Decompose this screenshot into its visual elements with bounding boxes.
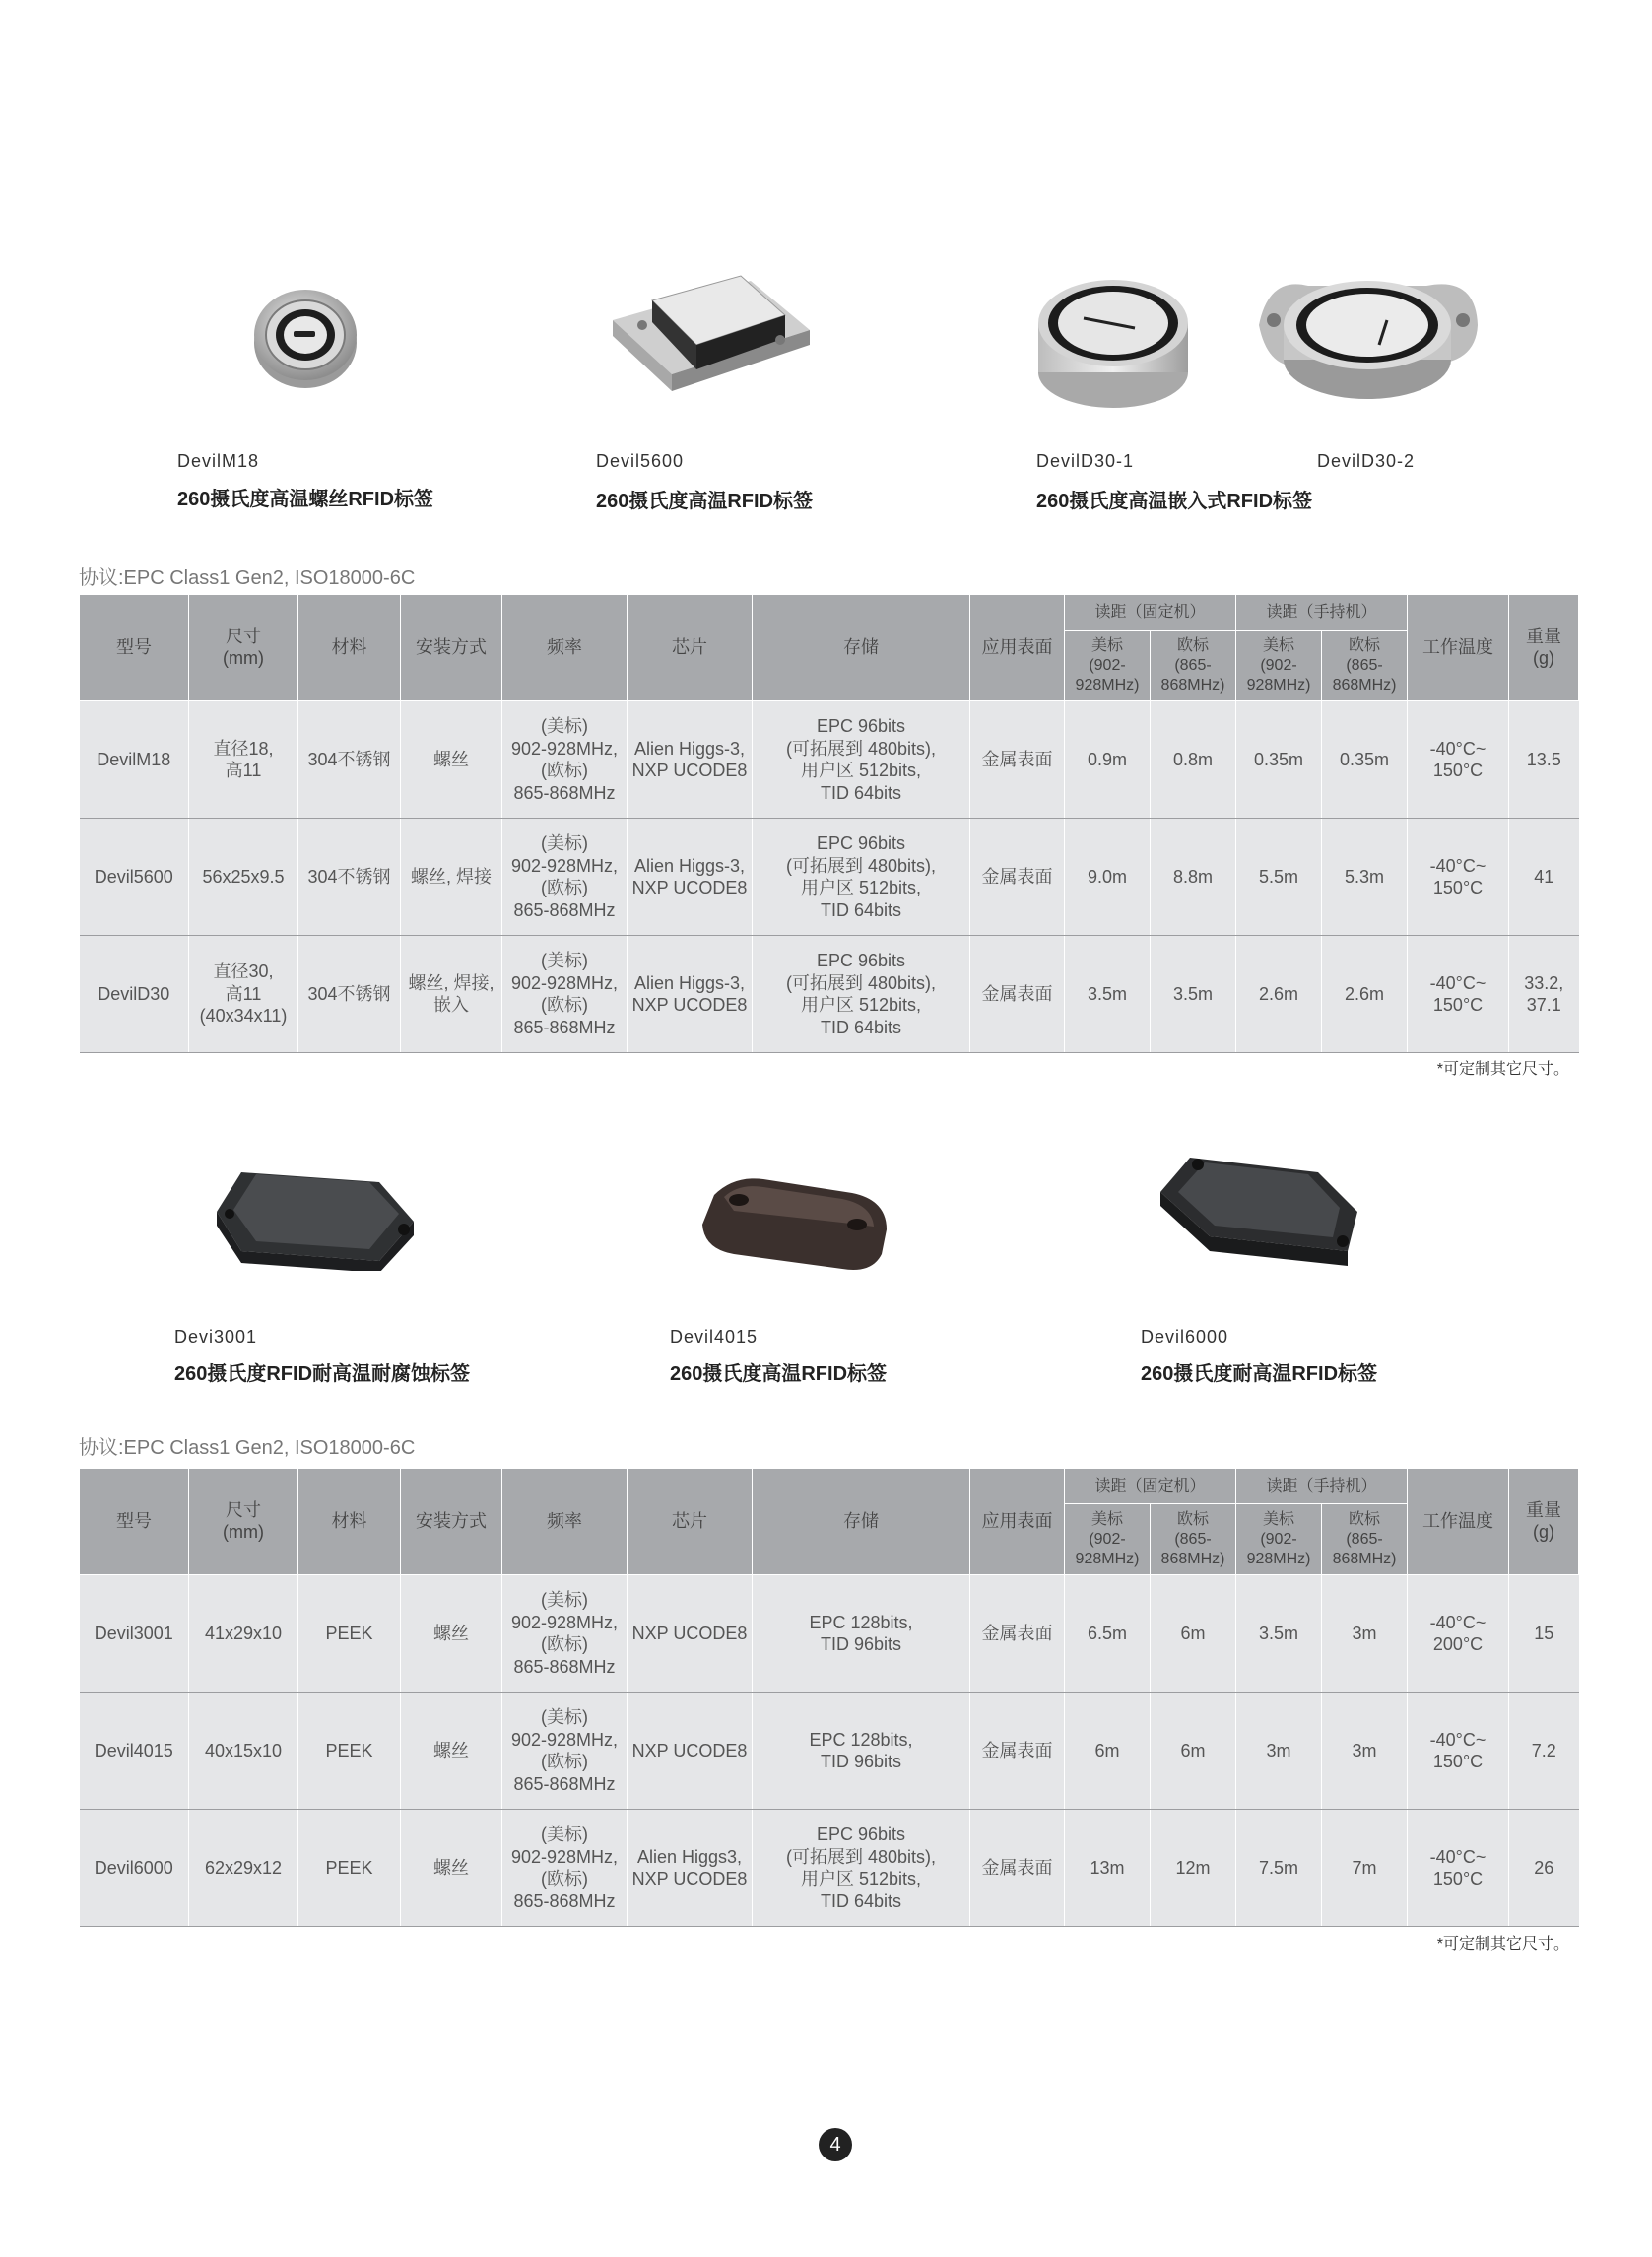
devil6000-product-image	[1151, 1143, 1367, 1281]
cell-freq: (美标) 902-928MHz, (欧标) 865-868MHz	[502, 1810, 628, 1927]
cell-storage: EPC 128bits, TID 96bits	[753, 1575, 970, 1693]
product-desc-devil4015: 260摄氏度高温RFID标签	[670, 1363, 888, 1385]
cell-mount: 螺丝, 焊接, 嵌入	[401, 936, 502, 1053]
header-handheld-us: 美标 (902- 928MHz)	[1236, 1504, 1322, 1575]
cell-fixed-eu: 12m	[1151, 1810, 1236, 1927]
cell-fixed-us: 3.5m	[1065, 936, 1151, 1053]
product-model-devild30-2: DevilD30-2	[1317, 451, 1416, 471]
header-range-fixed: 读距（固定机）	[1065, 1469, 1236, 1504]
header-handheld-eu: 欧标 (865- 868MHz)	[1322, 1504, 1408, 1575]
cell-fixed-eu: 6m	[1151, 1693, 1236, 1810]
protocol-label-1: 协议:EPC Class1 Gen2, ISO18000-6C	[79, 567, 416, 589]
cell-material: PEEK	[298, 1693, 401, 1810]
product-model-devi3001: Devi3001	[174, 1327, 258, 1347]
header-surface: 应用表面	[970, 595, 1065, 701]
cell-storage: EPC 96bits (可拓展到 480bits), 用户区 512bits, TID 64bits	[753, 819, 970, 936]
cell-freq: (美标) 902-928MHz, (欧标) 865-868MHz	[502, 1693, 628, 1810]
cell-weight: 7.2	[1509, 1693, 1579, 1810]
cell-mount: 螺丝	[401, 1810, 502, 1927]
cell-chip: Alien Higgs3, NXP UCODE8	[628, 1810, 753, 1927]
cell-hand-us: 2.6m	[1236, 936, 1322, 1053]
product-desc-devil5600: 260摄氏度高温RFID标签	[596, 491, 814, 512]
cell-size: 41x29x10	[189, 1575, 298, 1693]
cell-hand-us: 3m	[1236, 1693, 1322, 1810]
header-frequency: 频率	[502, 595, 628, 701]
product-model-devild30-1: DevilD30-1	[1036, 451, 1135, 471]
cell-hand-us: 0.35m	[1236, 701, 1322, 819]
header-fixed-eu: 欧标 (865- 868MHz)	[1151, 1504, 1236, 1575]
header-weight: 重量 (g)	[1509, 1469, 1579, 1575]
header-range-handheld: 读距（手持机）	[1236, 1469, 1408, 1504]
header-range-fixed: 读距（固定机）	[1065, 595, 1236, 631]
header-mount: 安装方式	[401, 595, 502, 701]
header-material: 材料	[298, 1469, 401, 1575]
devild30-2-product-image	[1249, 246, 1486, 433]
cell-fixed-eu: 6m	[1151, 1575, 1236, 1693]
cell-surface: 金属表面	[970, 936, 1065, 1053]
cell-fixed-us: 6.5m	[1065, 1575, 1151, 1693]
devil5600-product-image	[603, 261, 820, 399]
cell-hand-us: 7.5m	[1236, 1810, 1322, 1927]
cell-fixed-eu: 8.8m	[1151, 819, 1236, 936]
header-material: 材料	[298, 595, 401, 701]
cell-material: PEEK	[298, 1575, 401, 1693]
cell-temp: -40°C~ 150°C	[1408, 936, 1509, 1053]
cell-material: 304不锈钢	[298, 819, 401, 936]
header-size: 尺寸 (mm)	[189, 1469, 298, 1575]
cell-hand-us: 5.5m	[1236, 819, 1322, 936]
cell-mount: 螺丝	[401, 701, 502, 819]
table-row	[80, 1810, 1579, 1927]
cell-chip: NXP UCODE8	[628, 1575, 753, 1693]
cell-fixed-us: 13m	[1065, 1810, 1151, 1927]
cell-hand-eu: 2.6m	[1322, 936, 1408, 1053]
cell-chip: Alien Higgs-3, NXP UCODE8	[628, 936, 753, 1053]
cell-size: 直径18, 高11	[189, 701, 298, 819]
cell-model: DevilD30	[80, 936, 189, 1053]
custom-size-note-2: *可定制其它尺寸。	[1436, 1936, 1569, 1953]
cell-temp: -40°C~ 150°C	[1408, 701, 1509, 819]
cell-fixed-us: 6m	[1065, 1693, 1151, 1810]
cell-hand-eu: 5.3m	[1322, 819, 1408, 936]
spec-table-1	[79, 594, 1579, 1053]
header-temperature: 工作温度	[1408, 1469, 1509, 1575]
protocol-label-2: 协议:EPC Class1 Gen2, ISO18000-6C	[79, 1437, 416, 1459]
header-handheld-us: 美标 (902- 928MHz)	[1236, 631, 1322, 701]
cell-material: 304不锈钢	[298, 936, 401, 1053]
cell-hand-eu: 7m	[1322, 1810, 1408, 1927]
table-row	[80, 936, 1579, 1053]
page-number: 4	[819, 2128, 852, 2161]
cell-chip: Alien Higgs-3, NXP UCODE8	[628, 701, 753, 819]
header-size: 尺寸 (mm)	[189, 595, 298, 701]
cell-hand-eu: 3m	[1322, 1693, 1408, 1810]
header-handheld-eu: 欧标 (865- 868MHz)	[1322, 631, 1408, 701]
cell-weight: 41	[1509, 819, 1579, 936]
cell-temp: -40°C~ 150°C	[1408, 1693, 1509, 1810]
product-model-devil4015: Devil4015	[670, 1327, 759, 1347]
cell-freq: (美标) 902-928MHz, (欧标) 865-868MHz	[502, 1575, 628, 1693]
cell-freq: (美标) 902-928MHz, (欧标) 865-868MHz	[502, 936, 628, 1053]
cell-size: 直径30, 高11 (40x34x11)	[189, 936, 298, 1053]
cell-fixed-us: 9.0m	[1065, 819, 1151, 936]
product-desc-devil6000: 260摄氏度耐高温RFID标签	[1141, 1363, 1378, 1385]
cell-weight: 33.2, 37.1	[1509, 936, 1579, 1053]
product-desc-devi3001: 260摄氏度RFID耐高温耐腐蚀标签	[174, 1363, 471, 1385]
cell-freq: (美标) 902-928MHz, (欧标) 865-868MHz	[502, 819, 628, 936]
cell-fixed-us: 0.9m	[1065, 701, 1151, 819]
cell-size: 62x29x12	[189, 1810, 298, 1927]
product-desc-devild30: 260摄氏度高温嵌入式RFID标签	[1036, 491, 1313, 512]
cell-fixed-eu: 0.8m	[1151, 701, 1236, 819]
header-chip: 芯片	[628, 595, 753, 701]
header-storage: 存储	[753, 595, 970, 701]
product-model-devil6000: Devil6000	[1141, 1327, 1229, 1347]
cell-model: Devil6000	[80, 1810, 189, 1927]
header-fixed-us: 美标 (902- 928MHz)	[1065, 1504, 1151, 1575]
devilm18-product-image	[246, 276, 364, 394]
spec-table-2	[79, 1468, 1579, 1927]
header-chip: 芯片	[628, 1469, 753, 1575]
cell-storage: EPC 96bits (可拓展到 480bits), 用户区 512bits, TID 64bits	[753, 1810, 970, 1927]
cell-model: Devil4015	[80, 1693, 189, 1810]
table-row	[80, 1575, 1579, 1693]
table-row	[80, 701, 1579, 819]
header-model: 型号	[80, 1469, 189, 1575]
header-temperature: 工作温度	[1408, 595, 1509, 701]
cell-surface: 金属表面	[970, 819, 1065, 936]
cell-temp: -40°C~ 200°C	[1408, 1575, 1509, 1693]
header-mount: 安装方式	[401, 1469, 502, 1575]
product-desc-devilm18: 260摄氏度高温螺丝RFID标签	[177, 489, 434, 510]
cell-temp: -40°C~ 150°C	[1408, 819, 1509, 936]
header-storage: 存储	[753, 1469, 970, 1575]
cell-material: PEEK	[298, 1810, 401, 1927]
cell-model: Devil5600	[80, 819, 189, 936]
header-model: 型号	[80, 595, 189, 701]
header-range-handheld: 读距（手持机）	[1236, 595, 1408, 631]
cell-hand-us: 3.5m	[1236, 1575, 1322, 1693]
devild30-1-product-image	[1034, 274, 1192, 412]
cell-weight: 26	[1509, 1810, 1579, 1927]
cell-surface: 金属表面	[970, 1575, 1065, 1693]
table-row	[80, 1693, 1579, 1810]
devil4015-product-image	[694, 1165, 892, 1279]
cell-mount: 螺丝	[401, 1575, 502, 1693]
cell-weight: 13.5	[1509, 701, 1579, 819]
header-frequency: 频率	[502, 1469, 628, 1575]
cell-chip: NXP UCODE8	[628, 1693, 753, 1810]
cell-model: DevilM18	[80, 701, 189, 819]
cell-storage: EPC 128bits, TID 96bits	[753, 1693, 970, 1810]
cell-temp: -40°C~ 150°C	[1408, 1810, 1509, 1927]
table-row	[80, 819, 1579, 936]
cell-chip: Alien Higgs-3, NXP UCODE8	[628, 819, 753, 936]
product-model-devil5600: Devil5600	[596, 451, 685, 471]
cell-mount: 螺丝, 焊接	[401, 819, 502, 936]
header-weight: 重量 (g)	[1509, 595, 1579, 701]
cell-storage: EPC 96bits (可拓展到 480bits), 用户区 512bits, TID 64bits	[753, 936, 970, 1053]
cell-mount: 螺丝	[401, 1693, 502, 1810]
header-fixed-eu: 欧标 (865- 868MHz)	[1151, 631, 1236, 701]
cell-hand-eu: 0.35m	[1322, 701, 1408, 819]
header-fixed-us: 美标 (902- 928MHz)	[1065, 631, 1151, 701]
cell-model: Devil3001	[80, 1575, 189, 1693]
cell-surface: 金属表面	[970, 1810, 1065, 1927]
cell-size: 40x15x10	[189, 1693, 298, 1810]
cell-material: 304不锈钢	[298, 701, 401, 819]
cell-freq: (美标) 902-928MHz, (欧标) 865-868MHz	[502, 701, 628, 819]
devi3001-product-image	[212, 1153, 419, 1271]
product-model-devilm18: DevilM18	[177, 451, 260, 471]
cell-surface: 金属表面	[970, 701, 1065, 819]
cell-size: 56x25x9.5	[189, 819, 298, 936]
cell-fixed-eu: 3.5m	[1151, 936, 1236, 1053]
cell-storage: EPC 96bits (可拓展到 480bits), 用户区 512bits, TID 64bits	[753, 701, 970, 819]
custom-size-note-1: *可定制其它尺寸。	[1436, 1061, 1569, 1078]
cell-hand-eu: 3m	[1322, 1575, 1408, 1693]
cell-surface: 金属表面	[970, 1693, 1065, 1810]
cell-weight: 15	[1509, 1575, 1579, 1693]
header-surface: 应用表面	[970, 1469, 1065, 1575]
